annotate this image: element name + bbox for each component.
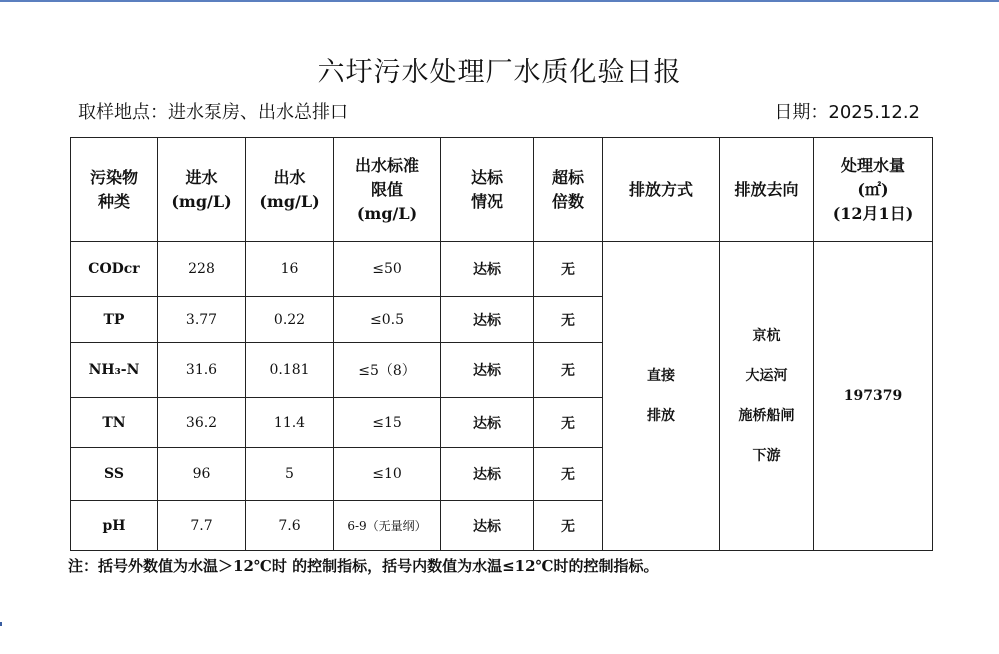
inflow-cell: 36.2 bbox=[158, 398, 246, 448]
standard-cell: ≤10 bbox=[334, 448, 441, 501]
outflow-cell: 0.22 bbox=[246, 297, 334, 343]
outflow-cell: 16 bbox=[246, 242, 334, 297]
inflow-cell: 7.7 bbox=[158, 501, 246, 551]
inflow-cell: 3.77 bbox=[158, 297, 246, 343]
status-cell: 达标 bbox=[441, 398, 534, 448]
standard-cell: ≤50 bbox=[334, 242, 441, 297]
exceed-cell: 无 bbox=[534, 242, 603, 297]
outflow-cell: 0.181 bbox=[246, 343, 334, 398]
status-cell: 达标 bbox=[441, 242, 534, 297]
inflow-cell: 31.6 bbox=[158, 343, 246, 398]
pollutant-cell: NH₃-N bbox=[71, 343, 158, 398]
inflow-cell: 96 bbox=[158, 448, 246, 501]
header-row bbox=[71, 138, 933, 242]
header-discharge-destination: 排放去向 bbox=[720, 138, 814, 242]
header-treated-volume: 处理水量 (㎡) (12月1日) bbox=[814, 138, 933, 242]
header-inflow: 进水 (mg/L) bbox=[158, 138, 246, 242]
sampling-location: 取样地点：进水泵房、出水总排口 bbox=[78, 102, 348, 123]
outflow-cell: 7.6 bbox=[246, 501, 334, 551]
footnote: 注：括号外数值为水温＞12℃时 的控制指标，括号内数值为水温≤12℃时的控制指标。 bbox=[68, 557, 659, 575]
header-compliance: 达标 情况 bbox=[441, 138, 534, 242]
treated-volume-value: 197379 bbox=[814, 242, 933, 551]
header-standard-limit: 出水标准 限值 (mg/L) bbox=[334, 138, 441, 242]
exceed-cell: 无 bbox=[534, 343, 603, 398]
header-exceed-multiple: 超标 倍数 bbox=[534, 138, 603, 242]
outflow-cell: 5 bbox=[246, 448, 334, 501]
discharge-destination-cell: 京杭 大运河 施桥船闸 下游 bbox=[720, 242, 814, 551]
status-cell: 达标 bbox=[441, 448, 534, 501]
exceed-cell: 无 bbox=[534, 297, 603, 343]
status-cell: 达标 bbox=[441, 343, 534, 398]
edge-mark bbox=[0, 622, 2, 626]
status-cell: 达标 bbox=[441, 501, 534, 551]
inflow-cell: 228 bbox=[158, 242, 246, 297]
pollutant-cell: CODcr bbox=[71, 242, 158, 297]
table-row bbox=[71, 242, 933, 297]
header-discharge-method: 排放方式 bbox=[603, 138, 720, 242]
pollutant-cell: TP bbox=[71, 297, 158, 343]
exceed-cell: 无 bbox=[534, 448, 603, 501]
exceed-cell: 无 bbox=[534, 398, 603, 448]
top-border-line bbox=[0, 0, 999, 2]
discharge-method-cell: 直接 排放 bbox=[603, 242, 720, 551]
report-title: 六圩污水处理厂水质化验日报 bbox=[317, 57, 682, 88]
standard-cell: ≤0.5 bbox=[334, 297, 441, 343]
exceed-cell: 无 bbox=[534, 501, 603, 551]
standard-cell: 6-9（无量纲） bbox=[334, 501, 441, 551]
standard-cell: ≤15 bbox=[334, 398, 441, 448]
header-outflow: 出水 (mg/L) bbox=[246, 138, 334, 242]
standard-cell: ≤5（8） bbox=[334, 343, 441, 398]
pollutant-cell: TN bbox=[71, 398, 158, 448]
report-date: 日期：2025.12.2 bbox=[774, 102, 920, 123]
water-quality-table bbox=[70, 137, 933, 551]
pollutant-cell: SS bbox=[71, 448, 158, 501]
header-pollutant: 污染物 种类 bbox=[71, 138, 158, 242]
pollutant-cell: pH bbox=[71, 501, 158, 551]
status-cell: 达标 bbox=[441, 297, 534, 343]
outflow-cell: 11.4 bbox=[246, 398, 334, 448]
